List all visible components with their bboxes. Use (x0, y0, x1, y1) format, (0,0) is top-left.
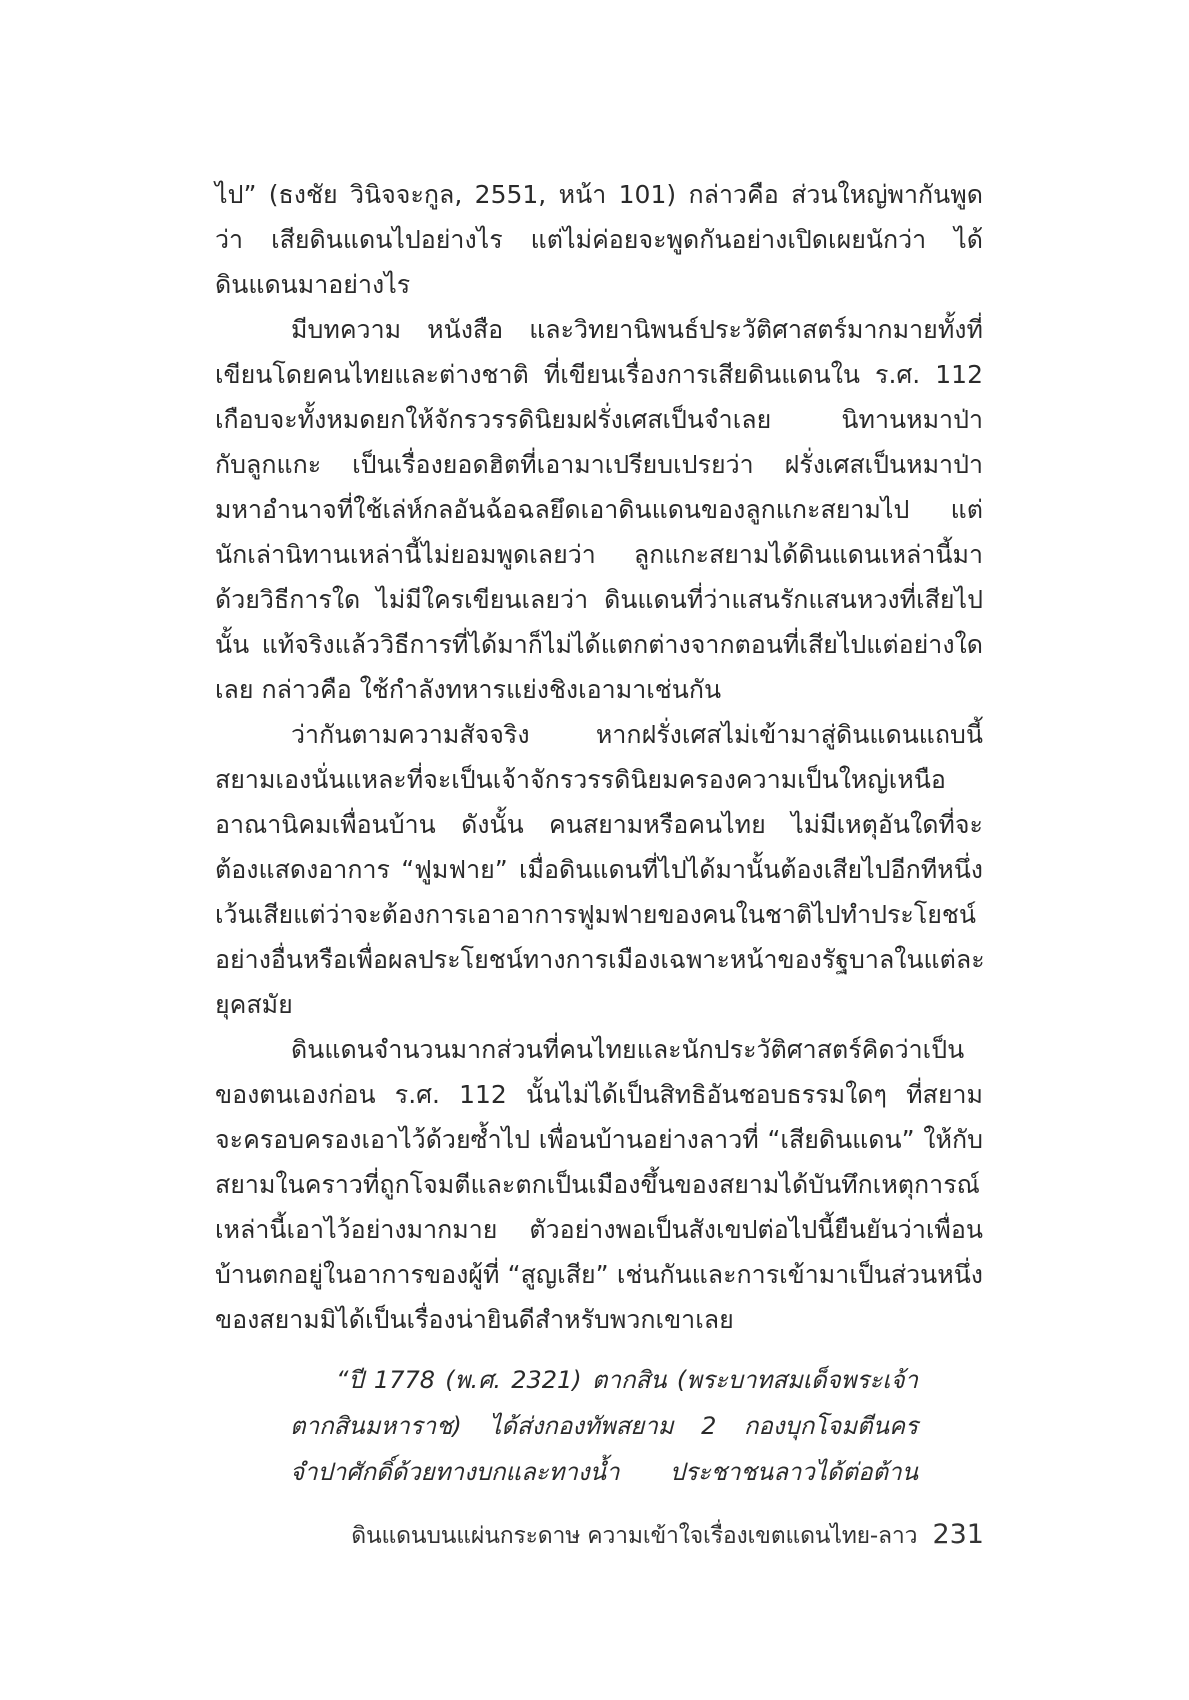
paragraph-line: เหล่านี้เอาไว้อย่างมากมาย ตัวอย่างพอเป็นสังเขปต่อไปนี้ยืนยันว่าเพื่อน (215, 1215, 983, 1244)
paragraph-line: อย่างอื่นหรือเพื่อผลประโยชน์ทางการเมืองเฉพาะหน้าของรัฐบาลในแต่ละ (215, 945, 985, 974)
running-title: ดินแดนบนแผ่นกระดาษ ความเข้าใจเรื่องเขตแดนไทย-ลาว (351, 1523, 918, 1549)
paragraph-line: กับลูกแกะ เป็นเรื่องยอดฮิตที่เอามาเปรียบเปรยว่า ฝรั่งเศสเป็นหมาป่า (215, 450, 983, 479)
paragraph-4 (215, 1027, 983, 1342)
paragraph-line: สยามในคราวที่ถูกโจมตีและตกเป็นเมืองขึ้นของสยามได้บันทึกเหตุการณ์ (215, 1170, 980, 1199)
paragraph-line: ของตนเองก่อน ร.ศ. 112 นั้นไม่ได้เป็นสิทธิอันชอบธรรมใดๆ ที่สยาม (215, 1080, 983, 1109)
paragraph-line: ด้วยวิธีการใด ไม่มีใครเขียนเลยว่า ดินแดนที่ว่าแสนรักแสนหวงที่เสียไป (215, 585, 983, 614)
paragraph-line: ต้องแสดงอาการ “ฟูมฟาย” เมื่อดินแดนที่ไปได้มานั้นต้องเสียไปอีกทีหนึ่ง (215, 855, 983, 884)
quote-line: จำปาศักดิ์ด้วยทางบกและทางน้ำ ประชาชนลาวได้ต่อต้าน (290, 1458, 918, 1486)
paragraph-line: สยามเองนั่นแหละที่จะเป็นเจ้าจักรวรรดินิยมครองความเป็นใหญ่เหนือ (215, 765, 946, 794)
paragraph-line: ไป” (ธงชัย วินิจจะกูล, 2551, หน้า 101) กล่าวคือ ส่วนใหญ่พากันพูด (215, 180, 983, 209)
paragraph-line: จะครอบครองเอาไว้ด้วยซ้ำไป เพื่อนบ้านอย่างลาวที่ “เสียดินแดน” ให้กับ (215, 1125, 983, 1154)
paragraph-line: เกือบจะทั้งหมดยกให้จักรวรรดินิยมฝรั่งเศสเป็นจำเลย นิทานหมาป่า (215, 405, 983, 434)
paragraph-line: ดินแดนมาอย่างไร (215, 270, 411, 299)
page-footer (351, 1518, 984, 1554)
page-number: 231 (932, 1519, 984, 1550)
paragraph-line: บ้านตกอยู่ในอาการของผู้ที่ “สูญเสีย” เช่นกันและการเข้ามาเป็นส่วนหนึ่ง (215, 1260, 983, 1289)
paragraph-line: ดินแดนจำนวนมากส่วนที่คนไทยและนักประวัติศาสตร์คิดว่าเป็น (291, 1035, 965, 1064)
quote-line: “ปี 1778 (พ.ศ. 2321) ตากสิน (พระบาทสมเด็จพระเจ้า (336, 1366, 918, 1394)
paragraph-line: นักเล่านิทานเหล่านี้ไม่ยอมพูดเลยว่า ลูกแกะสยามได้ดินแดนเหล่านี้มา (215, 540, 983, 569)
paragraph-line: ว่ากันตามความสัจจริง หากฝรั่งเศสไม่เข้ามาสู่ดินแดนแถบนี้ (291, 720, 983, 749)
paragraph-line: ว่า เสียดินแดนไปอย่างไร แต่ไม่ค่อยจะพูดกันอย่างเปิดเผยนักว่า ได้ (215, 225, 983, 254)
paragraph-line: เลย กล่าวคือ ใช้กำลังทหารแย่งชิงเอามาเช่นกัน (215, 675, 722, 704)
paragraph-line: เขียนโดยคนไทยและต่างชาติ ที่เขียนเรื่องการเสียดินแดนใน ร.ศ. 112 (215, 360, 983, 389)
paragraph-line: มหาอำนาจที่ใช้เล่ห์กลอันฉ้อฉลยึดเอาดินแดนของลูกแกะสยามไป แต่ (215, 495, 983, 524)
paragraph-line: ยุคสมัย (215, 990, 293, 1019)
paragraph-line: เว้นเสียแต่ว่าจะต้องการเอาอาการฟูมฟายของคนในชาติไปทำประโยชน์ (215, 900, 976, 929)
paragraph-line: ของสยามมิได้เป็นเรื่องน่ายินดีสำหรับพวกเขาเลย (215, 1305, 734, 1334)
paragraph-line: มีบทความ หนังสือ และวิทยานิพนธ์ประวัติศาสตร์มากมายทั้งที่ (291, 315, 983, 344)
block-quote (290, 1357, 918, 1495)
paragraph-1 (215, 172, 983, 307)
paragraph-line: อาณานิคมเพื่อนบ้าน ดังนั้น คนสยามหรือคนไทย ไม่มีเหตุอันใดที่จะ (215, 810, 983, 839)
quote-line: ตากสินมหาราช) ได้ส่งกองทัพสยาม 2 กองบุกโจมตีนคร (290, 1412, 918, 1440)
paragraph-line: นั้น แท้จริงแล้ววิธีการที่ได้มาก็ไม่ได้แตกต่างจากตอนที่เสียไปแต่อย่างใด (215, 630, 983, 659)
paragraph-3 (215, 712, 983, 1027)
paragraph-2 (215, 307, 983, 712)
